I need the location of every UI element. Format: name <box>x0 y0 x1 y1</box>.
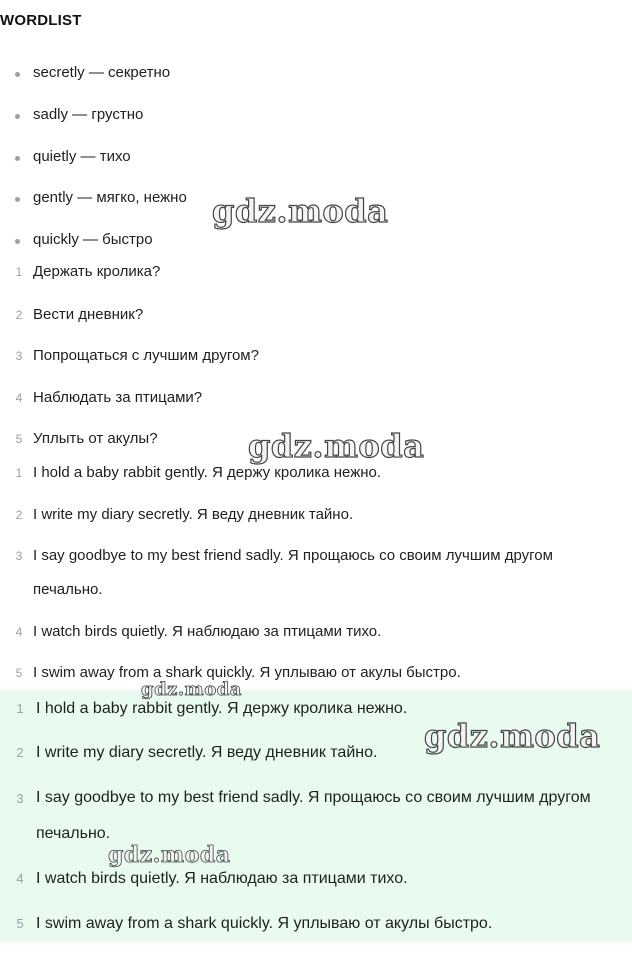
watermark-text: gdz.moda <box>424 717 601 755</box>
bullet-icon <box>15 114 20 119</box>
watermark-text: gdz.moda <box>141 679 242 700</box>
answer-text: I write my diary secretly. Я веду дневник тайно. <box>33 506 354 523</box>
item-number: 1 <box>15 265 23 279</box>
wordlist-item: gently — мягко, нежно <box>33 189 187 206</box>
watermark-text: gdz.moda <box>248 427 425 465</box>
wordlist-item: secretly — секретно <box>33 64 171 81</box>
bullet-icon <box>15 197 20 202</box>
item-number: 2 <box>15 508 23 522</box>
answer-text: I write my diary secretly. Я веду дневник тайно. <box>36 744 378 761</box>
bullet-icon <box>15 239 20 244</box>
answer-text: I swim away from a shark quickly. Я уплываю от акулы быстро. <box>36 915 493 932</box>
question-text: Уплыть от акулы? <box>33 430 158 447</box>
item-number: 2 <box>15 308 23 322</box>
item-number: 3 <box>16 791 24 806</box>
watermark-text: gdz.moda <box>212 192 389 230</box>
answer-text: I hold a baby rabbit gently. Я держу кролика нежно. <box>36 700 408 717</box>
wordlist-item: quietly — тихо <box>33 148 131 165</box>
answer-text: I swim away from a shark quickly. Я уплываю от акулы быстро. <box>33 664 461 681</box>
item-number: 5 <box>15 432 23 446</box>
item-number: 1 <box>16 701 24 716</box>
answer-text: I watch birds quietly. Я наблюдаю за птицами тихо. <box>33 623 382 640</box>
question-text: Попрощаться с лучшим другом? <box>33 347 259 364</box>
wordlist-item: sadly — грустно <box>33 106 144 123</box>
item-number: 3 <box>15 349 23 363</box>
answer-text: I say goodbye to my best friend sadly. Я прощаюсь со своим лучшим другом печально. <box>33 547 553 598</box>
answer-text: I watch birds quietly. Я наблюдаю за птицами тихо. <box>36 870 408 887</box>
item-number: 3 <box>15 549 23 563</box>
answer-text: I hold a baby rabbit gently. Я держу кролика нежно. <box>33 464 382 481</box>
bullet-icon <box>15 72 20 77</box>
item-number: 4 <box>16 871 24 886</box>
item-number: 1 <box>15 466 23 480</box>
highlighted-answer-block <box>0 690 632 942</box>
watermark-text: gdz.moda <box>108 842 231 868</box>
item-number: 5 <box>15 666 23 680</box>
question-text: Держать кролика? <box>33 263 161 280</box>
question-text: Вести дневник? <box>33 306 144 323</box>
item-number: 4 <box>15 625 23 639</box>
wordlist-item: quickly — быстро <box>33 231 153 248</box>
question-text: Наблюдать за птицами? <box>33 389 203 406</box>
bullet-icon <box>15 156 20 161</box>
page-title: WORDLIST <box>0 12 82 29</box>
item-number: 2 <box>16 745 24 760</box>
answer-text: I say goodbye to my best friend sadly. Я прощаюсь со своим лучшим другом печально. <box>36 789 591 842</box>
item-number: 4 <box>15 391 23 405</box>
item-number: 5 <box>16 916 24 931</box>
